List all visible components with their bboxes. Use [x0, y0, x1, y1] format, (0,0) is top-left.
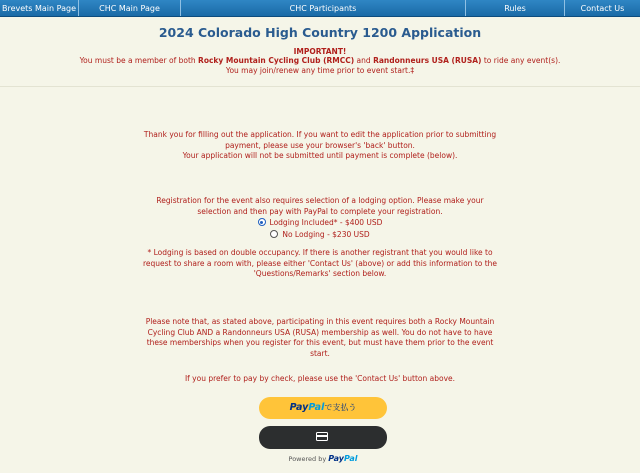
top-nav-bar [0, 0, 640, 17]
membership-requirement [0, 56, 640, 66]
paypal-logo-pal: Pal [308, 402, 325, 413]
lodging-note [120, 248, 520, 280]
lodging-intro [120, 196, 520, 217]
membership-text-mid: and [354, 56, 374, 65]
pay-by-check-note: If you prefer to pay by check, please use the 'Contact Us' button above. [184, 374, 456, 383]
paypal-button-label: で支払う [324, 403, 357, 412]
thanks-message [120, 130, 520, 162]
membership-note [120, 317, 520, 359]
lodging-note-line-2: request to share a room with, please either 'Contact Us' (above) or add this information to the [142, 258, 498, 268]
lodging-option-included[interactable] [0, 217, 640, 228]
paypal-logo-pay: Pay [289, 402, 309, 413]
thanks-line-3: Your application will not be submitted until payment is complete (below). [182, 151, 458, 160]
section-divider [0, 86, 640, 87]
thanks-line-1: Thank you for filling out the application. If you want to edit the application prior to submitting [143, 130, 497, 139]
lodging-intro-line-1: Registration for the event also requires selection of a lodging option. Please make your [156, 196, 484, 205]
powered-by-label: Powered by [288, 455, 327, 463]
paypal-button[interactable] [259, 397, 387, 419]
lodging-intro-line-2: selection and then pay with PayPal to complete your registration. [197, 206, 443, 216]
credit-card-icon [316, 432, 328, 441]
page-title: 2024 Colorado High Country 1200 Application [158, 25, 482, 40]
powered-paypal-pal: Pal [343, 454, 358, 463]
thanks-line-2: payment, please use your browser's 'back' button. [225, 140, 415, 150]
lodging-option-none[interactable] [0, 229, 640, 240]
nav-chc-participants[interactable]: CHC Participants [181, 0, 466, 16]
membership-text-pre: You must be a member of both [79, 56, 199, 65]
powered-by-paypal [259, 454, 387, 463]
powered-paypal-pay: Pay [328, 454, 344, 463]
nav-rules[interactable]: Rules [466, 0, 565, 16]
rusa-org-name: Randonneurs USA (RUSA) [373, 56, 482, 65]
membership-note-line-2: Cycling Club AND a Randonneurs USA (RUSA) membership as well. You do not have to have [147, 327, 493, 337]
rmcc-org-name: Rocky Mountain Cycling Club (RMCC) [198, 56, 355, 65]
membership-note-line-1: Please note that, as stated above, participating in this event requires both a Rocky Mountain [145, 317, 495, 326]
important-heading: IMPORTANT! [293, 47, 347, 56]
lodging-included-label: Lodging Included* - $400 USD [269, 218, 383, 227]
membership-text-post: to ride any event(s). [481, 56, 561, 65]
nav-chc-main[interactable]: CHC Main Page [79, 0, 181, 16]
membership-note-line-3: these memberships when you register for this event, but must have them prior to the event [146, 338, 494, 347]
join-renew-note: You may join/renew any time prior to event start.‡ [225, 66, 415, 75]
lodging-note-line-3: 'Questions/Remarks' section below. [253, 269, 387, 278]
membership-note-line-4: start. [310, 348, 330, 358]
lodging-note-line-1: * Lodging is based on double occupancy. If there is another registrant that you would like to [147, 248, 493, 257]
no-lodging-label: No Lodging - $230 USD [282, 230, 370, 239]
radio-selected-icon[interactable] [258, 218, 266, 226]
nav-contact-us[interactable]: Contact Us [580, 4, 625, 13]
debit-credit-card-button[interactable] [259, 426, 387, 449]
nav-brevets-main[interactable]: Brevets Main Page [0, 0, 79, 16]
radio-unselected-icon[interactable] [270, 230, 278, 238]
